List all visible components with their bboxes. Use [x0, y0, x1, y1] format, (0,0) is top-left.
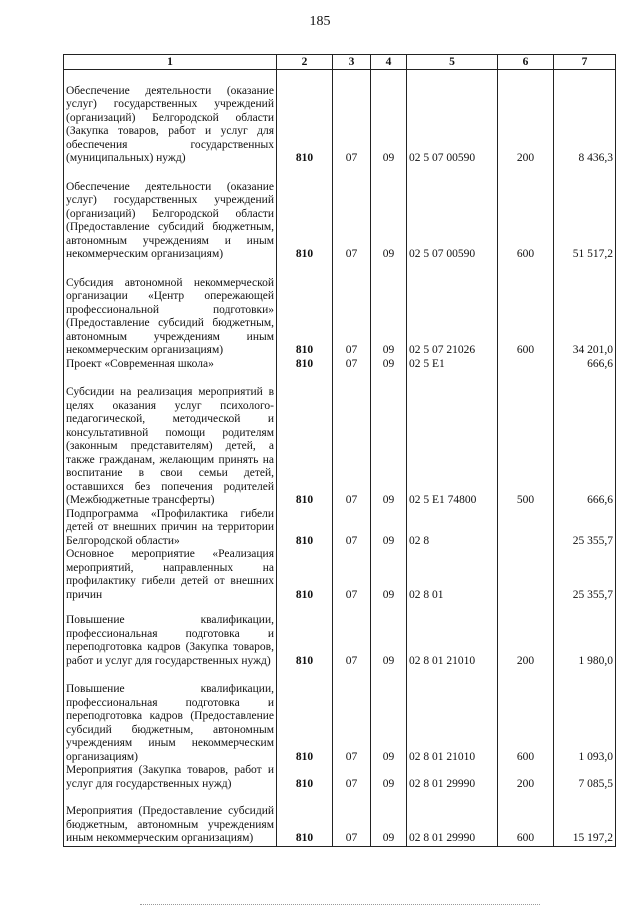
ministry-code: 810 [277, 70, 333, 166]
expense-type-code [498, 358, 554, 372]
column-header-5: 5 [407, 55, 498, 70]
ministry-code: 810 [277, 508, 333, 549]
expense-type-code: 200 [498, 764, 554, 791]
section-code: 07 [333, 602, 371, 668]
expense-type-code: 600 [498, 166, 554, 262]
target-article-code: 02 8 01 21010 [407, 668, 498, 764]
expense-type-code: 600 [498, 668, 554, 764]
subsection-code: 09 [371, 358, 407, 372]
section-code: 07 [333, 508, 371, 549]
amount: 666,6 [554, 372, 616, 508]
table-row [64, 166, 616, 262]
table-row [64, 764, 616, 791]
table-row [64, 372, 616, 508]
subsection-code: 09 [371, 262, 407, 358]
amount: 7 085,5 [554, 764, 616, 791]
column-header-4: 4 [371, 55, 407, 70]
table-row [64, 602, 616, 668]
column-header-7: 7 [554, 55, 616, 70]
page-number: 185 [309, 14, 331, 29]
target-article-code: 02 8 01 29990 [407, 791, 498, 846]
ministry-code: 810 [277, 548, 333, 602]
table-row [64, 262, 616, 358]
row-description: Подпрограмма «Профилактика гибели детей от внешних причин на территории Белгородской области» [64, 508, 277, 549]
column-header-3: 3 [333, 55, 371, 70]
section-code: 07 [333, 548, 371, 602]
ministry-code: 810 [277, 602, 333, 668]
subsection-code: 09 [371, 508, 407, 549]
amount: 1 980,0 [554, 602, 616, 668]
subsection-code: 09 [371, 764, 407, 791]
target-article-code: 02 8 01 [407, 548, 498, 602]
ministry-code: 810 [277, 262, 333, 358]
amount: 25 355,7 [554, 548, 616, 602]
subsection-code: 09 [371, 372, 407, 508]
target-article-code: 02 8 [407, 508, 498, 549]
expense-type-code: 500 [498, 372, 554, 508]
row-description: Обеспечение деятельности (оказание услуг) государственных учреждений (организаций) Белгородской области (Предоставление субсидий бюджетным, автономным учреждениям и иным некоммерческим организациям) [64, 166, 277, 262]
target-article-code: 02 5 E1 74800 [407, 372, 498, 508]
column-header-6: 6 [498, 55, 554, 70]
amount: 51 517,2 [554, 166, 616, 262]
row-description: Мероприятия (Закупка товаров, работ и услуг для государственных нужд) [64, 764, 277, 791]
subsection-code: 09 [371, 548, 407, 602]
table-row [64, 70, 616, 166]
amount: 34 201,0 [554, 262, 616, 358]
expense-type-code [498, 548, 554, 602]
column-header-2: 2 [277, 55, 333, 70]
section-code: 07 [333, 668, 371, 764]
row-description: Субсидия автономной некоммерческой организации «Центр опережающей профессиональной подготовки» (Предоставление субсидий бюджетным, автономным учреждениям иным некоммерческим организациям) [64, 262, 277, 358]
expense-type-code: 600 [498, 262, 554, 358]
ministry-code: 810 [277, 358, 333, 372]
row-description: Обеспечение деятельности (оказание услуг) государственных учреждений (организаций) Белгородской области (Закупка товаров, работ и услуг для обеспечения государственных (муниципальных) нужд) [64, 70, 277, 166]
amount: 25 355,7 [554, 508, 616, 549]
table-row [64, 358, 616, 372]
section-code: 07 [333, 372, 371, 508]
row-description: Основное мероприятие «Реализация мероприятий, направленных на профилактику гибели детей от внешних причин [64, 548, 277, 602]
ministry-code: 810 [277, 166, 333, 262]
subsection-code: 09 [371, 70, 407, 166]
expense-type-code: 600 [498, 791, 554, 846]
section-code: 07 [333, 764, 371, 791]
target-article-code: 02 8 01 29990 [407, 764, 498, 791]
target-article-code: 02 5 07 00590 [407, 70, 498, 166]
target-article-code: 02 5 E1 [407, 358, 498, 372]
column-header-1: 1 [64, 55, 277, 70]
row-description: Проект «Современная школа» [64, 358, 277, 372]
subsection-code: 09 [371, 166, 407, 262]
row-description: Повышение квалификации, профессиональная подготовка и переподготовка кадров (Предоставление субсидий бюджетным, автономным учреждениям иным некоммерческим организациям) [64, 668, 277, 764]
section-code: 07 [333, 262, 371, 358]
table-row [64, 791, 616, 846]
ministry-code: 810 [277, 791, 333, 846]
header-row [64, 55, 616, 70]
budget-table [63, 54, 616, 847]
target-article-code: 02 5 07 21026 [407, 262, 498, 358]
expense-type-code: 200 [498, 602, 554, 668]
ministry-code: 810 [277, 668, 333, 764]
target-article-code: 02 8 01 21010 [407, 602, 498, 668]
row-description: Повышение квалификации, профессиональная подготовка и переподготовка кадров (Закупка товаров, работ и услуг для государственных нужд) [64, 602, 277, 668]
subsection-code: 09 [371, 791, 407, 846]
target-article-code: 02 5 07 00590 [407, 166, 498, 262]
section-code: 07 [333, 791, 371, 846]
ministry-code: 810 [277, 764, 333, 791]
amount: 666,6 [554, 358, 616, 372]
subsection-code: 09 [371, 602, 407, 668]
section-code: 07 [333, 70, 371, 166]
table-row [64, 508, 616, 549]
amount: 8 436,3 [554, 70, 616, 166]
row-description: Субсидии на реализация мероприятий в целях оказания услуг психолого-педагогической, методической и консультативной помощи родителям (законным представителям) детей, а также гражданам, желающим принять на воспитание в свои семьи детей, оставшихся без попечения родителей (Межбюджетные трансферты) [64, 372, 277, 508]
ministry-code: 810 [277, 372, 333, 508]
expense-type-code: 200 [498, 70, 554, 166]
row-description: Мероприятия (Предоставление субсидий бюджетным, автономным учреждениям иным некоммерческим организациям) [64, 791, 277, 846]
scan-artifact-line [140, 904, 540, 907]
amount: 15 197,2 [554, 791, 616, 846]
section-code: 07 [333, 166, 371, 262]
table-body [64, 70, 616, 847]
expense-type-code [498, 508, 554, 549]
section-code: 07 [333, 358, 371, 372]
table-row [64, 548, 616, 602]
table-row [64, 668, 616, 764]
subsection-code: 09 [371, 668, 407, 764]
amount: 1 093,0 [554, 668, 616, 764]
